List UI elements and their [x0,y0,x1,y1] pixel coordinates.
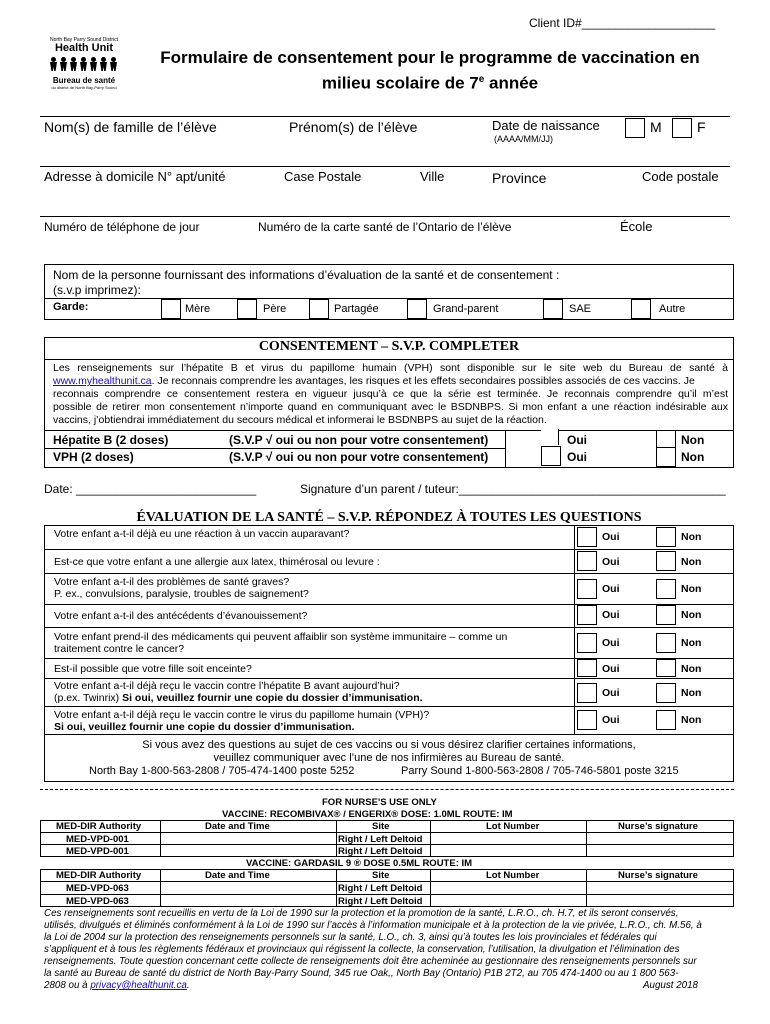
question-row [44,627,734,658]
label-m: M [650,119,662,135]
label-ville: Ville [420,169,445,184]
date-field[interactable]: Date: ___________________________ [44,482,257,496]
q1-text: Votre enfant a-t-il déjà eu une réaction à un vaccin auparavant? [54,528,350,540]
q6-oui-label: Oui [602,663,620,675]
question-row [44,604,734,627]
garde-partagee-label: Partagée [334,303,379,315]
q2-text: Est-ce que votre enfant a une allergie aux latex, thimérosal ou levure : [54,556,380,568]
garde-pere-label: Père [263,303,287,315]
garde-sae-checkbox[interactable] [543,299,563,319]
site-header: Site [372,821,390,832]
q8-non-checkbox[interactable] [656,710,676,730]
health-title: ÉVALUATION DE LA SANTÉ – S.V.P. RÉPONDEZ À TOUTES LES QUESTIONS [136,510,642,525]
q8-oui-label: Oui [602,714,620,726]
q3-oui-label: Oui [602,583,620,595]
q6-text: Est-il possible que votre fille soit enceinte? [54,663,252,675]
label-nom: Nom(s) de famille de l’élève [44,119,217,135]
label-telephone: Numéro de téléphone de jour [44,220,200,234]
q3-text: Votre enfant a-t-il des problèmes de santé graves? P. ex., convulsions, paralysie, troubles de saignement? [54,576,309,600]
signature-field[interactable]: Signature d’un parent / tuteur:________________________________________ [300,482,726,496]
garde-label: Garde: [53,301,89,313]
q4-text: Votre enfant a-t-il des antécédents d’évanouissement? [54,610,308,622]
logo-name: Health Unit [54,42,114,54]
q2-oui-checkbox[interactable] [577,551,597,571]
consent-title: CONSENTEMENT – S.V.P. COMPLETER [258,339,520,354]
guardian-line2: (s.v.p imprimez): [53,283,141,297]
med-vpd-001-b: MED-VPD-001 [66,846,129,857]
logo-fr-name: Bureau de santé [52,76,116,85]
label-code-postal: Code postale [642,169,719,184]
garde-partagee-checkbox[interactable] [309,299,329,319]
label-carte-sante: Numéro de la carte santé de l’Ontario de l’élève [258,220,512,234]
q1-non-label: Non [681,531,702,543]
deltoid-1b[interactable]: Right / Left Deltoid [338,846,423,857]
hep-b-oui-label: Oui [567,433,587,447]
deltoid-2b[interactable]: Right / Left Deltoid [338,896,423,907]
med-vpd-001-a: MED-VPD-001 [66,834,129,845]
guardian-box [44,264,734,320]
privacy-footer: Ces renseignements sont recueillis en vertu de la Loi de 1990 sur la protection et la promotion de la santé, L.R.O., ch. H.7, et ils seront conservés, utilisés, divulgués et éliminés conformément à la Loi de 1990 sur l’accès à l’information municipale et à la protection de la vie privée, L.R.O., ch. M.56, à la Loi de 2004 sur la protection des renseignements personnels sur la santé, L.O., ch. 3, ainsi qu’à toutes les lois provinciales et fédérales qui s’appliquent et à tous les règlements fédéraux et provinciaux qui régissent la collecte, la conservation, l’utilisation, la divulgation et l’élimination des renseignements. Toute question concernant cette collecte de renseignements doit être acheminée au gestionnaire des renseignements personnels sur la santé au Bureau de santé du district de North Bay-Parry Sound, 345 rue Oak,, North Bay (Ontario) P1B 2T2, au 705 474-1400 ou au 1 800 563- 2808 ou à privacy@healthunit.ca. August 2018 [44,908,702,991]
med-dir-header-2: MED-DIR Authority [56,870,142,881]
q5-text: Votre enfant prend-il des médicaments qui peuvent affaiblir son système immunitaire – comme un traitement contre le cancer? [54,631,508,655]
med-dir-header: MED-DIR Authority [56,821,142,832]
label-ecole: École [620,219,653,234]
contact-box [44,735,734,782]
q5-oui-label: Oui [602,637,620,649]
date-time-header-2: Date and Time [205,870,270,881]
garde-mere-label: Mère [185,303,211,315]
q3-non-label: Non [681,583,702,595]
sex-m-checkbox[interactable] [625,118,645,138]
q4-non-label: Non [681,609,702,621]
vph-non-label: Non [681,450,705,464]
privacy-email-link[interactable]: privacy@healthunit.ca [90,980,187,991]
q2-non-checkbox[interactable] [656,551,676,571]
garde-autre-checkbox[interactable] [631,299,651,319]
label-adresse: Adresse à domicile N° apt/unité [44,169,226,184]
nurse-title: FOR NURSE'S USE ONLY [322,797,437,808]
garde-pere-checkbox[interactable] [237,299,257,319]
q7-oui-checkbox[interactable] [577,683,597,703]
hep-b-oui-checkbox[interactable] [541,429,559,445]
label-f: F [697,119,706,135]
consent-box [44,337,734,468]
footer-date: August 2018 [642,980,698,991]
q6-non-label: Non [681,663,702,675]
q2-non-label: Non [681,556,702,568]
date-time-header: Date and Time [205,821,270,832]
vph-oui-label: Oui [567,450,587,464]
q7-non-label: Non [681,687,702,699]
q5-oui-checkbox[interactable] [577,633,597,653]
question-row [44,678,734,706]
q7-non-checkbox[interactable] [656,683,676,703]
label-case-postale: Case Postale [284,169,362,184]
q4-oui-checkbox[interactable] [577,605,597,625]
label-prenom: Prénom(s) de l’élève [289,119,418,135]
garde-autre-label: Autre [659,303,686,315]
q7-oui-label: Oui [602,687,620,699]
q5-non-checkbox[interactable] [656,633,676,653]
q4-non-checkbox[interactable] [656,605,676,625]
contact-line1: Si vous avez des questions au sujet de ces vaccins ou si vous désirez clarifier certaines informations, [142,739,636,751]
q1-oui-checkbox[interactable] [577,527,597,547]
deltoid-1a[interactable]: Right / Left Deltoid [338,834,423,845]
north-bay-phone: North Bay 1-800-563-2808 / 705-474-1400 poste 5252 [89,765,355,777]
lot-header-2: Lot Number [486,870,540,881]
separator-dashed [40,789,734,790]
med-vpd-063-a: MED-VPD-063 [66,883,129,894]
vph-oui-checkbox[interactable] [541,446,561,466]
vph-non-checkbox[interactable] [656,447,676,467]
nurse-sig-header: Nurse’s signature [618,821,698,832]
question-row [44,706,734,735]
question-row [44,573,734,604]
parry-sound-phone: Parry Sound 1-800-563-2808 / 705-746-5801 poste 3215 [401,765,679,777]
q8-non-label: Non [681,714,702,726]
vaccine1-line: VACCINE: RECOMBIVAX® / ENGERIX® DOSE: 1.0ML ROUTE: IM [222,809,513,820]
vph-label: VPH (2 doses) [53,450,134,464]
garde-grand-parent-checkbox[interactable] [407,299,427,319]
label-dob-format: (AAAA/MM/JJ) [494,134,554,144]
consent-text: Les renseignements sur l’hépatite B et virus du papillome humain (VPH) sont disponible sur le site web du Bureau de santé à www.myhealthunit.ca. Je reconnais comprendre les avantages, les risques et les effets secondaires possibles associés de ces vaccins. Je reconnais comprendre ce consentement restera en vigueur jusqu’à ce que la série est terminée. Je reconnais comprendre qu’il m’est possible de retirer mon consentement n’importe quand en communiquant avec le BSDNBPS. Si mon enfant a une réaction indésirable aux vaccins, j’obtiendrai immédiatement du secours médical et informerai le BSDNBPS au sujet de la réaction. [53,362,728,426]
question-row [44,549,734,573]
question-row [44,525,734,549]
garde-grand-parent-label: Grand-parent [433,303,499,315]
garde-sae-label: SAE [569,303,592,315]
q1-oui-label: Oui [602,531,620,543]
guardian-line1: Nom de la personne fournissant des informations d’évaluation de la santé et de consentement : [53,268,560,282]
health-unit-link[interactable]: www.myhealthunit.ca [53,375,152,387]
question-row [44,658,734,678]
q2-oui-label: Oui [602,556,620,568]
page-title: Formulaire de consentement pour le programme de vaccination en milieu scolaire de 7e année [160,48,700,93]
label-province: Province [492,170,547,186]
logo-top-line: North Bay Parry Sound District [49,37,119,43]
deltoid-2a[interactable]: Right / Left Deltoid [338,883,423,894]
nurse-sig-header-2: Nurse’s signature [618,870,698,881]
q7-text: Votre enfant a-t-il déjà reçu le vaccin contre l’hépatite B avant aujourd’hui? (p.ex. Twinrix) Si oui, veuillez fournir une copie du dossier d’immunisation. [54,680,423,704]
label-dob: Date de naissance [492,118,600,133]
site-header-2: Site [372,870,390,881]
med-vpd-063-b: MED-VPD-063 [66,896,129,907]
q1-non-checkbox[interactable] [656,527,676,547]
health-unit-logo [44,37,124,90]
hep-b-instruction: (S.V.P √ oui ou non pour votre consentement) [229,433,489,447]
hep-b-non-label: Non [681,433,705,447]
hep-b-label: Hépatite B (2 doses) [53,433,169,447]
sex-f-checkbox[interactable] [672,118,692,138]
q3-non-checkbox[interactable] [656,579,676,599]
q6-non-checkbox[interactable] [656,659,676,677]
q8-oui-checkbox[interactable] [577,710,597,730]
client-id[interactable]: Client ID#____________________ [529,16,716,30]
q8-text: Votre enfant a-t-il déjà reçu le vaccin contre le virus du papillome humain (VPH)? Si oui, veuillez fournir une copie du dossier d’immunisation. [54,709,430,733]
logo-people-icon [44,57,124,73]
q5-non-label: Non [681,637,702,649]
garde-mere-checkbox[interactable] [161,299,181,319]
q3-oui-checkbox[interactable] [577,579,597,599]
vaccine2-line: VACCINE: GARDASIL 9 ® DOSE 0.5ML ROUTE: IM [246,858,473,869]
contact-line2: veuillez communiquer avec l’une de nos infirmières au Bureau de santé. [213,752,565,764]
logo-fr-sub: du district de North Bay-Parry Sound [51,85,117,90]
q4-oui-label: Oui [602,609,620,621]
q6-oui-checkbox[interactable] [577,659,597,677]
vph-instruction: (S.V.P √ oui ou non pour votre consentement) [229,450,489,464]
lot-header: Lot Number [486,821,540,832]
